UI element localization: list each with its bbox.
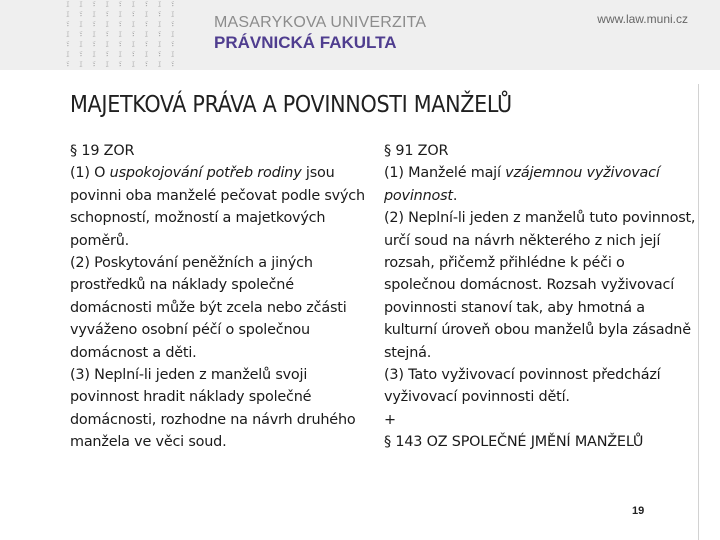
right-paragraph-3: (3) Tato vyživovací povinnost předchází vyživovací povinnosti dětí.	[384, 367, 661, 406]
slide-title: MAJETKOVÁ PRÁVA A POVINNOSTI MANŽELŮ	[70, 92, 512, 118]
left-p1-suffix: jsou povinni oba manželé pečovat podle svých schopností, možností a majetkových poměrů.	[70, 165, 365, 249]
left-paragraph-2: (2) Poskytování peněžních a jiných prostředků na náklady společné domácnosti může být zcela nebo zčásti vyváženo osobní péčí o společnou domácnost a děti.	[70, 255, 347, 361]
page-number: 19	[632, 505, 645, 517]
left-column	[70, 140, 370, 454]
logo-pattern-icon: ፤ ፤ ፣ ፤ ፣ ፤ ፣ ፤ ፣ ፤ ፣ ፤ ፣ ፤ ፣ ፤ ፣ ፤ ፣ ፤ ፣ ፤ ፣ ፤ ፣ ፤ ፣ ፤ ፣ ፤ ፣ ፤ ፣ ፤ ፣ ፤ ፣ ፤ ፣ ፤ ፣ ፤ ፣ ፤ ፣ ፤ ፣ ፤ ፣ ፤ ፣ ፤ ፣ ፤ ፣ ፤ ፣ ፤ ፣ ፤ ፣ ፤ ፣	[66, 0, 177, 70]
university-name: MASARYKOVA UNIVERZITA	[214, 14, 427, 31]
plus-sign: +	[384, 411, 396, 428]
left-p1-prefix: (1) O	[70, 165, 110, 182]
left-p1-italic: uspokojování potřeb rodiny	[109, 165, 302, 182]
right-p1-suffix: .	[452, 187, 458, 204]
faculty-name: PRÁVNICKÁ FAKULTA	[214, 33, 397, 52]
right-heading: § 91 ZOR	[384, 143, 449, 159]
website-url: www.law.muni.cz	[597, 12, 688, 26]
left-paragraph-1	[70, 162, 370, 252]
left-heading: § 19 ZOR	[70, 143, 135, 159]
right-paragraph-2: (2) Neplní-li jeden z manželů tuto povinnost, určí soud na návrh některého z nich její rozsah, přičemž přihlédne k péči o společnou domácnost. Rozsah vyživovací povinnosti stanoví tak, aby hmotná a kulturní úroveň obou manželů byla zásadně stejná.	[384, 210, 696, 361]
right-paragraph-1	[384, 162, 696, 207]
right-p1-italic: vzájemnou vyživovací povinnost	[384, 165, 660, 204]
right-column	[384, 140, 696, 454]
vertical-divider	[698, 84, 699, 540]
right-p1-prefix: (1) Manželé mají	[384, 165, 506, 182]
right-footer-ref: § 143 OZ SPOLEČNÉ JMĚNÍ MANŽELŮ	[384, 434, 644, 451]
left-paragraph-3: (3) Neplní-li jeden z manželů svoji povinnost hradit náklady společné domácnosti, rozhodne na návrh druhého manžela ve věci soud.	[70, 367, 356, 451]
